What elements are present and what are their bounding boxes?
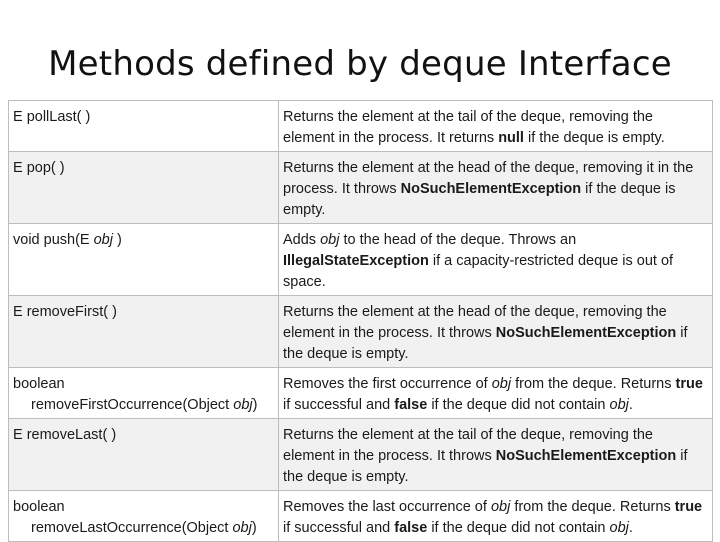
text-segment: Returns the element at the tail of the deque, removing the element in the process. It throws — [283, 427, 653, 464]
italic-term: obj — [490, 499, 511, 515]
bold-term: true — [674, 499, 703, 515]
table-row — [9, 368, 713, 419]
text-segment: if successful and — [283, 520, 395, 536]
methods-table — [8, 100, 713, 542]
bold-term: false — [394, 520, 428, 536]
table-row — [9, 296, 713, 368]
text-segment: from the deque. Returns — [510, 499, 675, 515]
method-signature-cell — [9, 419, 279, 491]
text-segment: to the head of the deque. Throws an — [339, 232, 577, 248]
text-segment: . — [628, 520, 633, 536]
method-return-type: boolean — [13, 376, 65, 392]
italic-term: obj — [93, 232, 113, 248]
method-description-cell — [279, 101, 713, 152]
text-segment: Removes the last occurrence of — [283, 499, 491, 515]
method-signature-cell — [9, 152, 279, 224]
bold-term: true — [675, 376, 703, 392]
method-signature: E removeLast( ) — [13, 427, 117, 443]
text-segment: Adds — [283, 232, 321, 248]
method-signature-cell — [9, 368, 279, 419]
text-segment: Returns the element at the head of the deque, removing it in the process. It throws — [283, 160, 694, 197]
text-segment: if the deque is empty. — [283, 448, 688, 485]
method-signature-cell — [9, 224, 279, 296]
text-segment: if a capacity-restricted deque is out of space. — [283, 253, 674, 290]
bold-term: IllegalStateException — [283, 253, 429, 269]
text-segment: if the deque is empty. — [283, 325, 688, 362]
bold-term: NoSuchElementException — [495, 448, 677, 464]
method-description-cell — [279, 419, 713, 491]
table-row — [9, 491, 713, 542]
text-segment: if the deque did not contain — [427, 520, 610, 536]
method-description-cell — [279, 224, 713, 296]
italic-term: obj — [491, 376, 512, 392]
text-segment: if successful and — [283, 397, 395, 413]
bold-term: null — [498, 130, 524, 146]
method-description-cell — [279, 368, 713, 419]
text-segment: removeFirstOccurrence(Object — [31, 397, 234, 413]
methods-table-container — [8, 100, 712, 536]
text-segment: ) — [112, 232, 122, 248]
method-return-type: boolean — [13, 499, 65, 515]
italic-term: obj — [320, 232, 340, 248]
text-segment: Removes the first occurrence of — [283, 376, 492, 392]
method-signature: E removeFirst( ) — [13, 304, 117, 320]
methods-table-body — [9, 101, 713, 542]
italic-term: obj — [609, 520, 629, 536]
text-segment: ) — [252, 397, 258, 413]
table-row — [9, 419, 713, 491]
method-description-cell — [279, 296, 713, 368]
method-signature: E pollLast( ) — [13, 109, 91, 125]
italic-term: obj — [233, 397, 253, 413]
method-description-cell — [279, 152, 713, 224]
method-name-line — [13, 518, 274, 539]
bold-term: false — [394, 397, 428, 413]
method-signature-cell — [9, 296, 279, 368]
text-segment: from the deque. Returns — [511, 376, 676, 392]
text-segment: if the deque is empty. — [523, 130, 665, 146]
text-segment: Returns the element at the tail of the deque, removing the element in the process. It returns — [283, 109, 653, 146]
text-segment: ) — [251, 520, 257, 536]
italic-term: obj — [609, 397, 629, 413]
slide-title: Methods defined by deque Interface — [48, 44, 672, 84]
text-segment: if the deque is empty. — [283, 181, 676, 218]
italic-term: obj — [232, 520, 252, 536]
table-row — [9, 152, 713, 224]
bold-term: NoSuchElementException — [495, 325, 677, 341]
table-row — [9, 224, 713, 296]
bold-term: NoSuchElementException — [400, 181, 582, 197]
text-segment: removeLastOccurrence(Object — [31, 520, 233, 536]
table-row — [9, 101, 713, 152]
method-signature: E pop( ) — [13, 160, 65, 176]
text-segment: if the deque did not contain — [427, 397, 610, 413]
method-description-cell — [279, 491, 713, 542]
method-signature-cell — [9, 491, 279, 542]
text-segment: Returns the element at the head of the deque, removing the element in the process. It throws — [283, 304, 667, 341]
method-signature-cell — [9, 101, 279, 152]
text-segment: . — [628, 397, 633, 413]
method-name-line — [13, 395, 274, 416]
text-segment: void push(E — [13, 232, 94, 248]
